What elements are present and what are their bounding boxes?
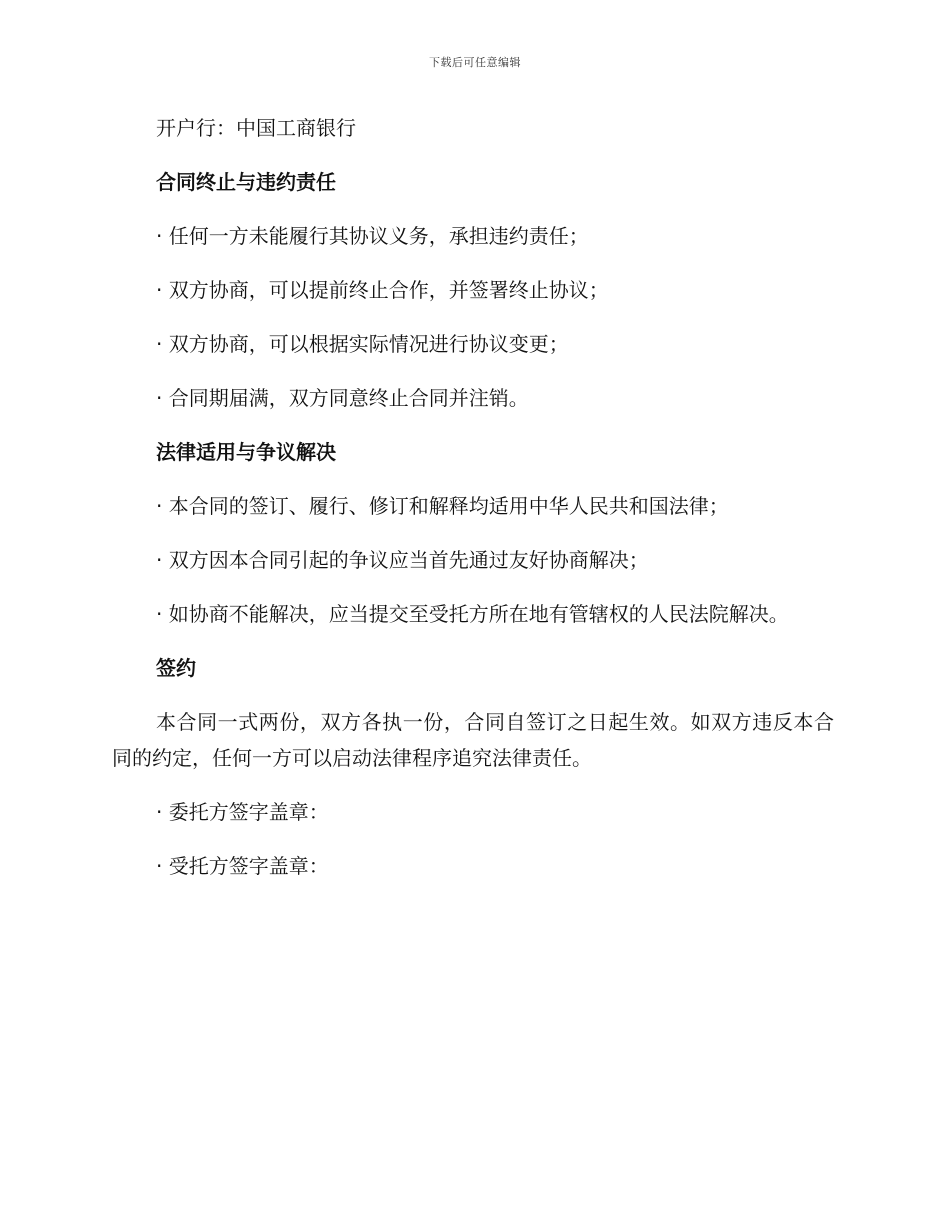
signature-line-trustee: · 受托方签字盖章：: [156, 854, 329, 878]
signature-line-client: · 委托方签字盖章：: [156, 800, 329, 824]
bank-line: 开户行：中国工商银行: [156, 116, 356, 140]
document-body: [112, 110, 834, 884]
signing-paragraph: 本合同一式两份，双方各执一份，合同自签订之日起生效。如双方违反本合同的约定，任何一方可以启动法律程序追究法律责任。: [112, 710, 834, 770]
section-title-law: 法律适用与争议解决: [156, 440, 336, 464]
list-item: · 任何一方未能履行其协议义务，承担违约责任；: [156, 224, 589, 248]
list-item: · 本合同的签订、履行、修订和解释均适用中华人民共和国法律；: [156, 494, 729, 518]
section-title-termination: 合同终止与违约责任: [156, 170, 336, 194]
list-item: · 双方协商，可以提前终止合作，并签署终止协议；: [156, 278, 609, 302]
list-item: · 如协商不能解决，应当提交至受托方所在地有管辖权的人民法院解决。: [156, 602, 789, 626]
list-item: · 双方因本合同引起的争议应当首先通过友好协商解决；: [156, 548, 649, 572]
section-title-signing: 签约: [156, 656, 196, 680]
page-header-note: 下载后可任意编辑: [429, 56, 521, 69]
list-item: · 双方协商，可以根据实际情况进行协议变更；: [156, 332, 569, 356]
list-item: · 合同期届满，双方同意终止合同并注销。: [156, 386, 529, 410]
